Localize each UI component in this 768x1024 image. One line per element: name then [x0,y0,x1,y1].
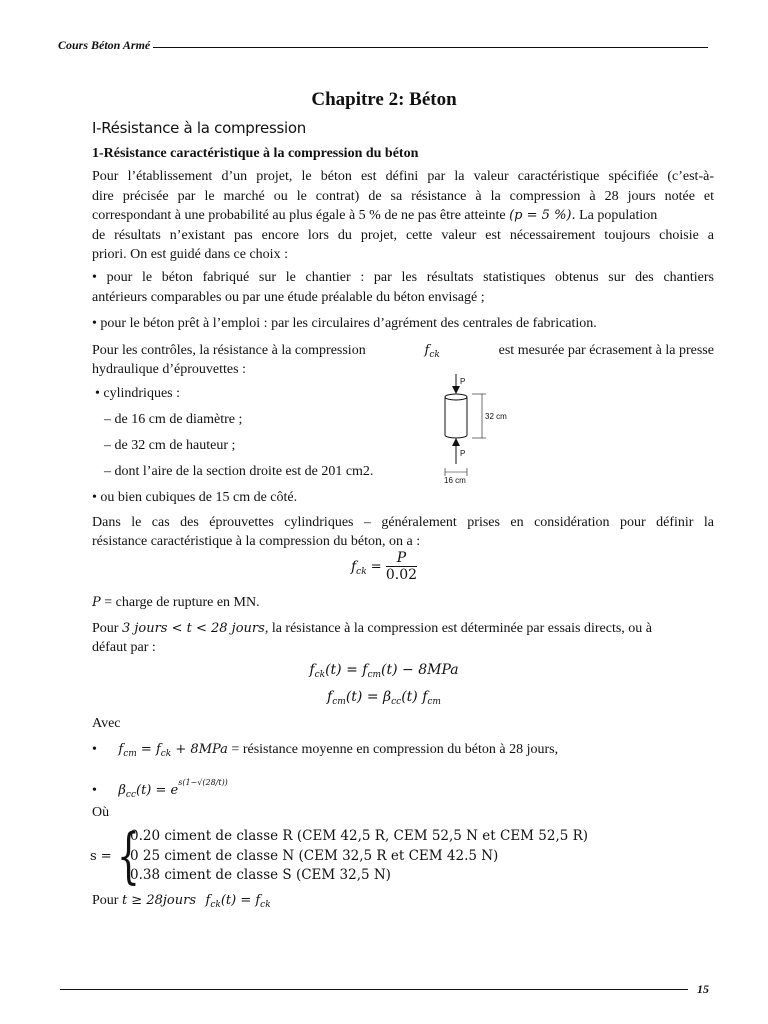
bullet-chantier-line-1: • pour le béton fabriqué sur le chantier : par les résultats statistiques obtenus sur des chantiers [92,270,714,285]
rupture-text: = charge de rupture en MN. [100,595,260,610]
s-case-2: 0 25 ciment de classe N (CEM 32,5 R et CEM 42.5 N) [130,848,499,864]
bullet-beta-sub: cc [125,790,137,800]
bullet-cylindriques: • cylindriques : [95,386,180,401]
page-number: 15 [697,982,709,996]
section-title: I-Résistance à la compression [92,119,306,137]
controles-line-2: hydraulique d’éprouvettes : [92,362,246,377]
formula-fck [0,550,768,583]
formula-fck-fraction [386,550,417,583]
bullet-fcm-f: f [118,742,124,757]
bullet-fcm-sub1: cm [123,749,137,759]
pour-final-math [206,893,271,908]
eq2-rhs-sub: cm [427,697,441,707]
intro-line-1: Pour l’établissement d’un projet, le béton est défini par la valeur caractéristique spécifiée (c’est-à- [92,169,714,184]
pour-final-mid: (t) = f [220,893,261,908]
intro-line-5: priori. On est guidé dans ce choix : [92,247,288,262]
footer-rule [60,989,688,990]
bullet-fcm-text: = résistance moyenne en compression du béton à 28 jours, [227,742,559,757]
bullet-fcm-marker: • [92,742,97,757]
eq2-mid-sub: cc [391,697,402,707]
chapter-title: Chapitre 2: Béton [311,89,457,110]
page-header [58,38,708,58]
bullet-pret: • pour le béton prêt à l’emploi : par les circulaires d’agrément des centrales de fabrication. [92,316,597,331]
eq2-lhs-sub: cm [332,697,346,707]
pour-final-f: f [205,893,211,908]
equation-fck-t [0,662,768,680]
eq1-rhs: (t) − 8MPa [381,662,459,678]
figure-label-p-bottom: P [460,449,466,458]
controles-fck-sub: ck [429,350,440,360]
bullet-beta-marker: • [92,783,97,798]
controles-fck [425,342,440,364]
bullet-beta-mid: (t) = e [136,783,179,798]
bullet-chantier-line-2: antérieurs comparables ou par une étude préalable du béton envisagé ; [92,290,485,305]
rupture-line [92,594,260,612]
s-case-1: 0.20 ciment de classe R (CEM 42,5 R, CEM 52,5 N et CEM 52,5 R) [130,828,589,844]
eq1-mid: (t) = f [325,662,368,678]
s-brace: { [117,821,140,891]
load-arrow-bottom-head [452,438,460,446]
bullet-fcm-mid: = f [136,742,161,757]
bullet-fcm-math [118,742,228,757]
subsection-title: 1-Résistance caractéristique à la compression du béton [92,146,419,161]
bullet-fcm [92,741,558,763]
eq1-mid-sub: cm [367,670,382,680]
intro-line-3-end: La population [575,208,658,223]
intro-line-4: de résultats n’existant pas encore lors du projet, cette valeur est nécessairement toujours choisie a [92,228,714,243]
pour-final-lhs-sub: ck [210,900,221,910]
eq1-f: f [309,662,315,678]
intro-probability-math: (p = 5 %). [509,208,576,223]
formula-fck-sub: ck [356,566,367,577]
bullet-fcm-sub2: ck [160,749,172,759]
bullet-beta-exponent: s(1−√(28/t)) [178,778,228,787]
bullet-beta-math [118,778,228,800]
controles-fck-sym: f [424,343,430,358]
eq1-lhs-sub: ck [314,670,326,680]
eq2-mid: (t) = β [345,689,392,705]
s-label: s = [90,849,112,864]
header-title: Cours Béton Armé [58,38,153,53]
rupture-symbol: P [92,595,101,610]
intro-line-3 [92,207,657,225]
pour-3j-line-2: défaut par : [92,640,156,655]
figure-label-diameter: 16 cm [444,476,466,484]
load-arrow-top-head [452,386,460,394]
header-rule [58,47,708,48]
eq2-rhs: (t) f [401,689,428,705]
figure-label-p-top: P [460,377,466,386]
equation-fcm-t [0,689,768,707]
controles-before: Pour les contrôles, la résistance à la compression [92,343,366,358]
item-aire: – dont l’aire de la section droite est de 201 cm2. [104,464,374,479]
s-case-3: 0.38 ciment de classe S (CEM 32,5 N) [130,867,391,883]
bullet-beta [92,774,228,804]
pour-3j-post: , la résistance à la compression est déterminée par essais directs, ou à [264,621,652,636]
intro-line-2: dire précisée par le marché ou le contrat) de sa résistance à la compression à 28 jours notée et [92,189,714,204]
formula-fck-lhs [351,559,367,575]
pour-3j-pre: Pour [92,621,122,636]
avec-label: Avec [92,716,121,731]
pour-final-rhs-sub: ck [260,900,271,910]
figure-label-height: 32 cm [485,412,507,421]
eq2-f: f [327,689,333,705]
intro-line-3-text: correspondant à une probabilité au plus égale à 5 % de ne pas être atteinte [92,208,506,223]
bullet-cubiques: • ou bien cubiques de 15 cm de côté. [92,490,298,505]
formula-fck-f: f [350,558,357,575]
pour-final-condition: t ≥ 28jours [121,893,196,908]
pour-final [92,892,271,914]
specimen-figure [436,372,526,484]
item-hauteur: – de 32 cm de hauteur ; [104,438,236,453]
item-diametre: – de 16 cm de diamètre ; [104,412,243,427]
cylindriques-line-2: résistance caractéristique à la compression du béton, on a : [92,534,421,549]
formula-fck-equals: = [366,559,386,575]
pour-3j-condition: 3 jours < t < 28 jours [121,621,265,636]
pour-3j-line-1 [92,620,652,638]
cylinder-bottom [445,435,467,438]
bullet-beta-symbol: β [118,783,126,798]
controles-after: est mesurée par écrasement à la presse [498,343,714,358]
pour-final-pre: Pour [92,893,122,908]
formula-fck-numerator: P [386,550,417,567]
cylindriques-line-1: Dans le cas des éprouvettes cylindriques – généralement prises en considération pour définir la [92,515,714,530]
formula-fck-denominator: 0.02 [385,567,418,583]
ou-label: Où [92,805,110,820]
cylinder-top [445,394,467,400]
bullet-fcm-rhs: + 8MPa [171,742,228,757]
